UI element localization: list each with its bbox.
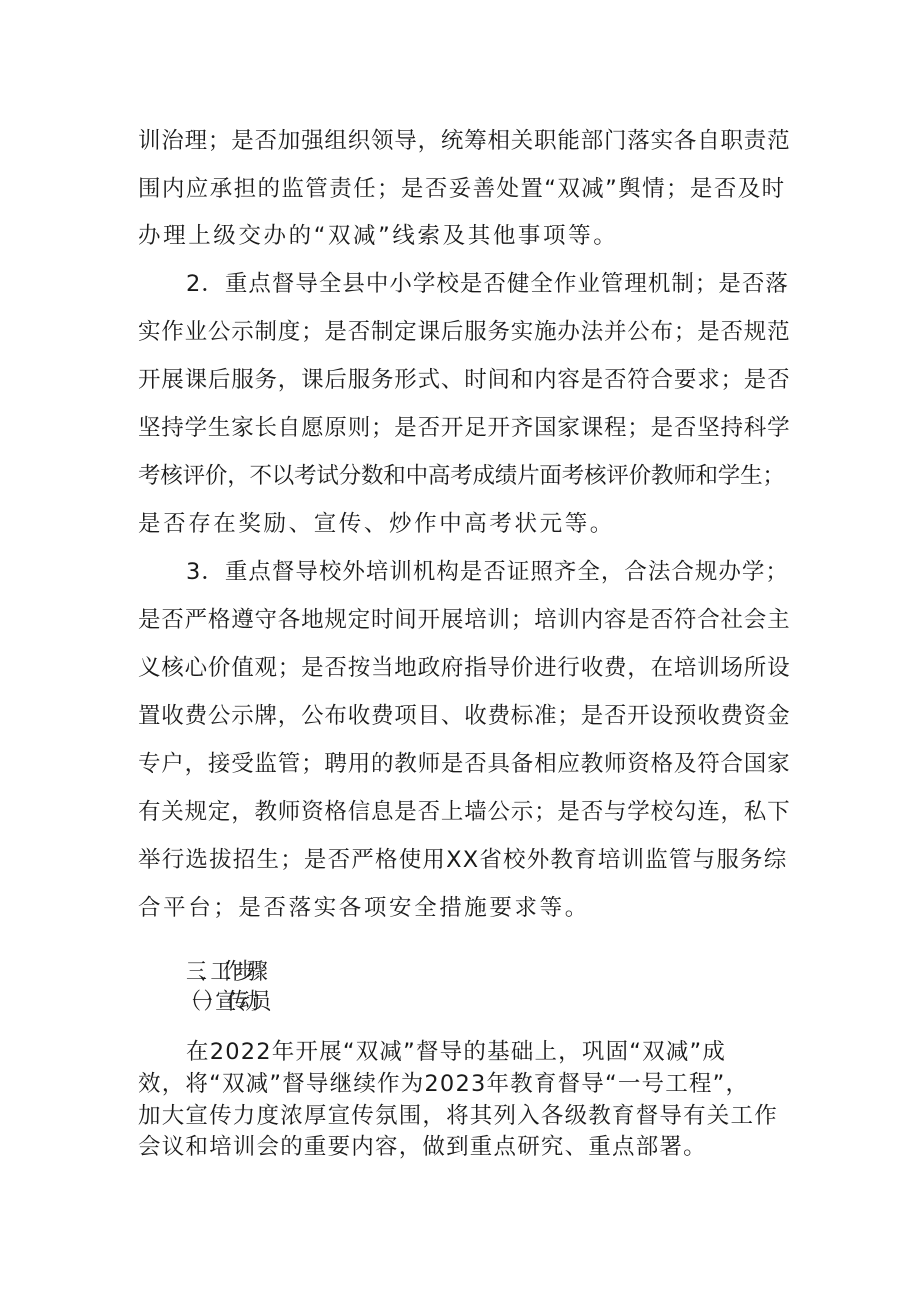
paragraph-line: 坚持学生家长自愿原则；是否开足开齐国家课程；是否坚持科学 — [138, 415, 791, 441]
paragraph-line: 会议和培训会的重要内容，做到重点研究、重点部署。 — [138, 1134, 707, 1160]
paragraph-line: 效，将“双减”督导继续作为2023年教育督导“一号工程”， — [138, 1071, 750, 1097]
paragraph-line: 考核评价，不以考试分数和中高考成绩片面考核评价教师和学生； — [138, 463, 785, 489]
paragraph-line: 合平台；是否落实各项安全措施要求等。 — [138, 895, 590, 921]
item-3-first-line: 3．重点督导校外培训机构是否证照齐全，合法合规办学； — [186, 559, 789, 585]
paragraph-line: 举行选拔招生；是否严格使用XX省校外教育培训监管与服务综 — [138, 847, 788, 873]
subsection-heading: （一）宣传动员 — [180, 989, 263, 1015]
paragraph-line: 置收费公示牌，公布收费项目、收费标准；是否开设预收费资金 — [138, 703, 791, 729]
paragraph-line: 围内应承担的监管责任；是否妥善处置“双减”舆情；是否及时 — [138, 176, 786, 202]
paragraph-line: 专户，接受监管；聘用的教师是否具备相应教师资格及符合国家 — [138, 751, 791, 777]
paragraph-line: 加大宣传力度浓厚宣传氛围，将其列入各级教育督导有关工作 — [138, 1103, 778, 1129]
item-2-first-line: 2．重点督导全县中小学校是否健全作业管理机制；是否落 — [186, 271, 789, 297]
paragraph-line: 有关规定，教师资格信息是否上墙公示；是否与学校勾连，私下 — [138, 799, 791, 825]
paragraph-line: 是否存在奖励、宣传、炒作中高考状元等。 — [138, 511, 615, 537]
paragraph-line: 训治理；是否加强组织领导，统筹相关职能部门落实各自职责范 — [138, 128, 791, 154]
paragraph-line: 义核心价值观；是否按当地政府指导价进行收费，在培训场所设 — [138, 655, 791, 681]
paragraph-line: 办理上级交办的“双减”线索及其他事项等。 — [138, 223, 619, 249]
paragraph-line: 实作业公示制度；是否制定课后服务实施办法并公布；是否规范 — [138, 319, 791, 345]
section-heading: 三、工作步骤 — [186, 959, 260, 985]
paragraph-line: 是否严格遵守各地规定时间开展培训；培训内容是否符合社会主 — [138, 607, 791, 633]
final-paragraph-first-line: 在2022年开展“双减”督导的基础上，巩固“双减”成 — [186, 1039, 727, 1065]
paragraph-line: 开展课后服务，课后服务形式、时间和内容是否符合要求；是否 — [138, 367, 791, 393]
